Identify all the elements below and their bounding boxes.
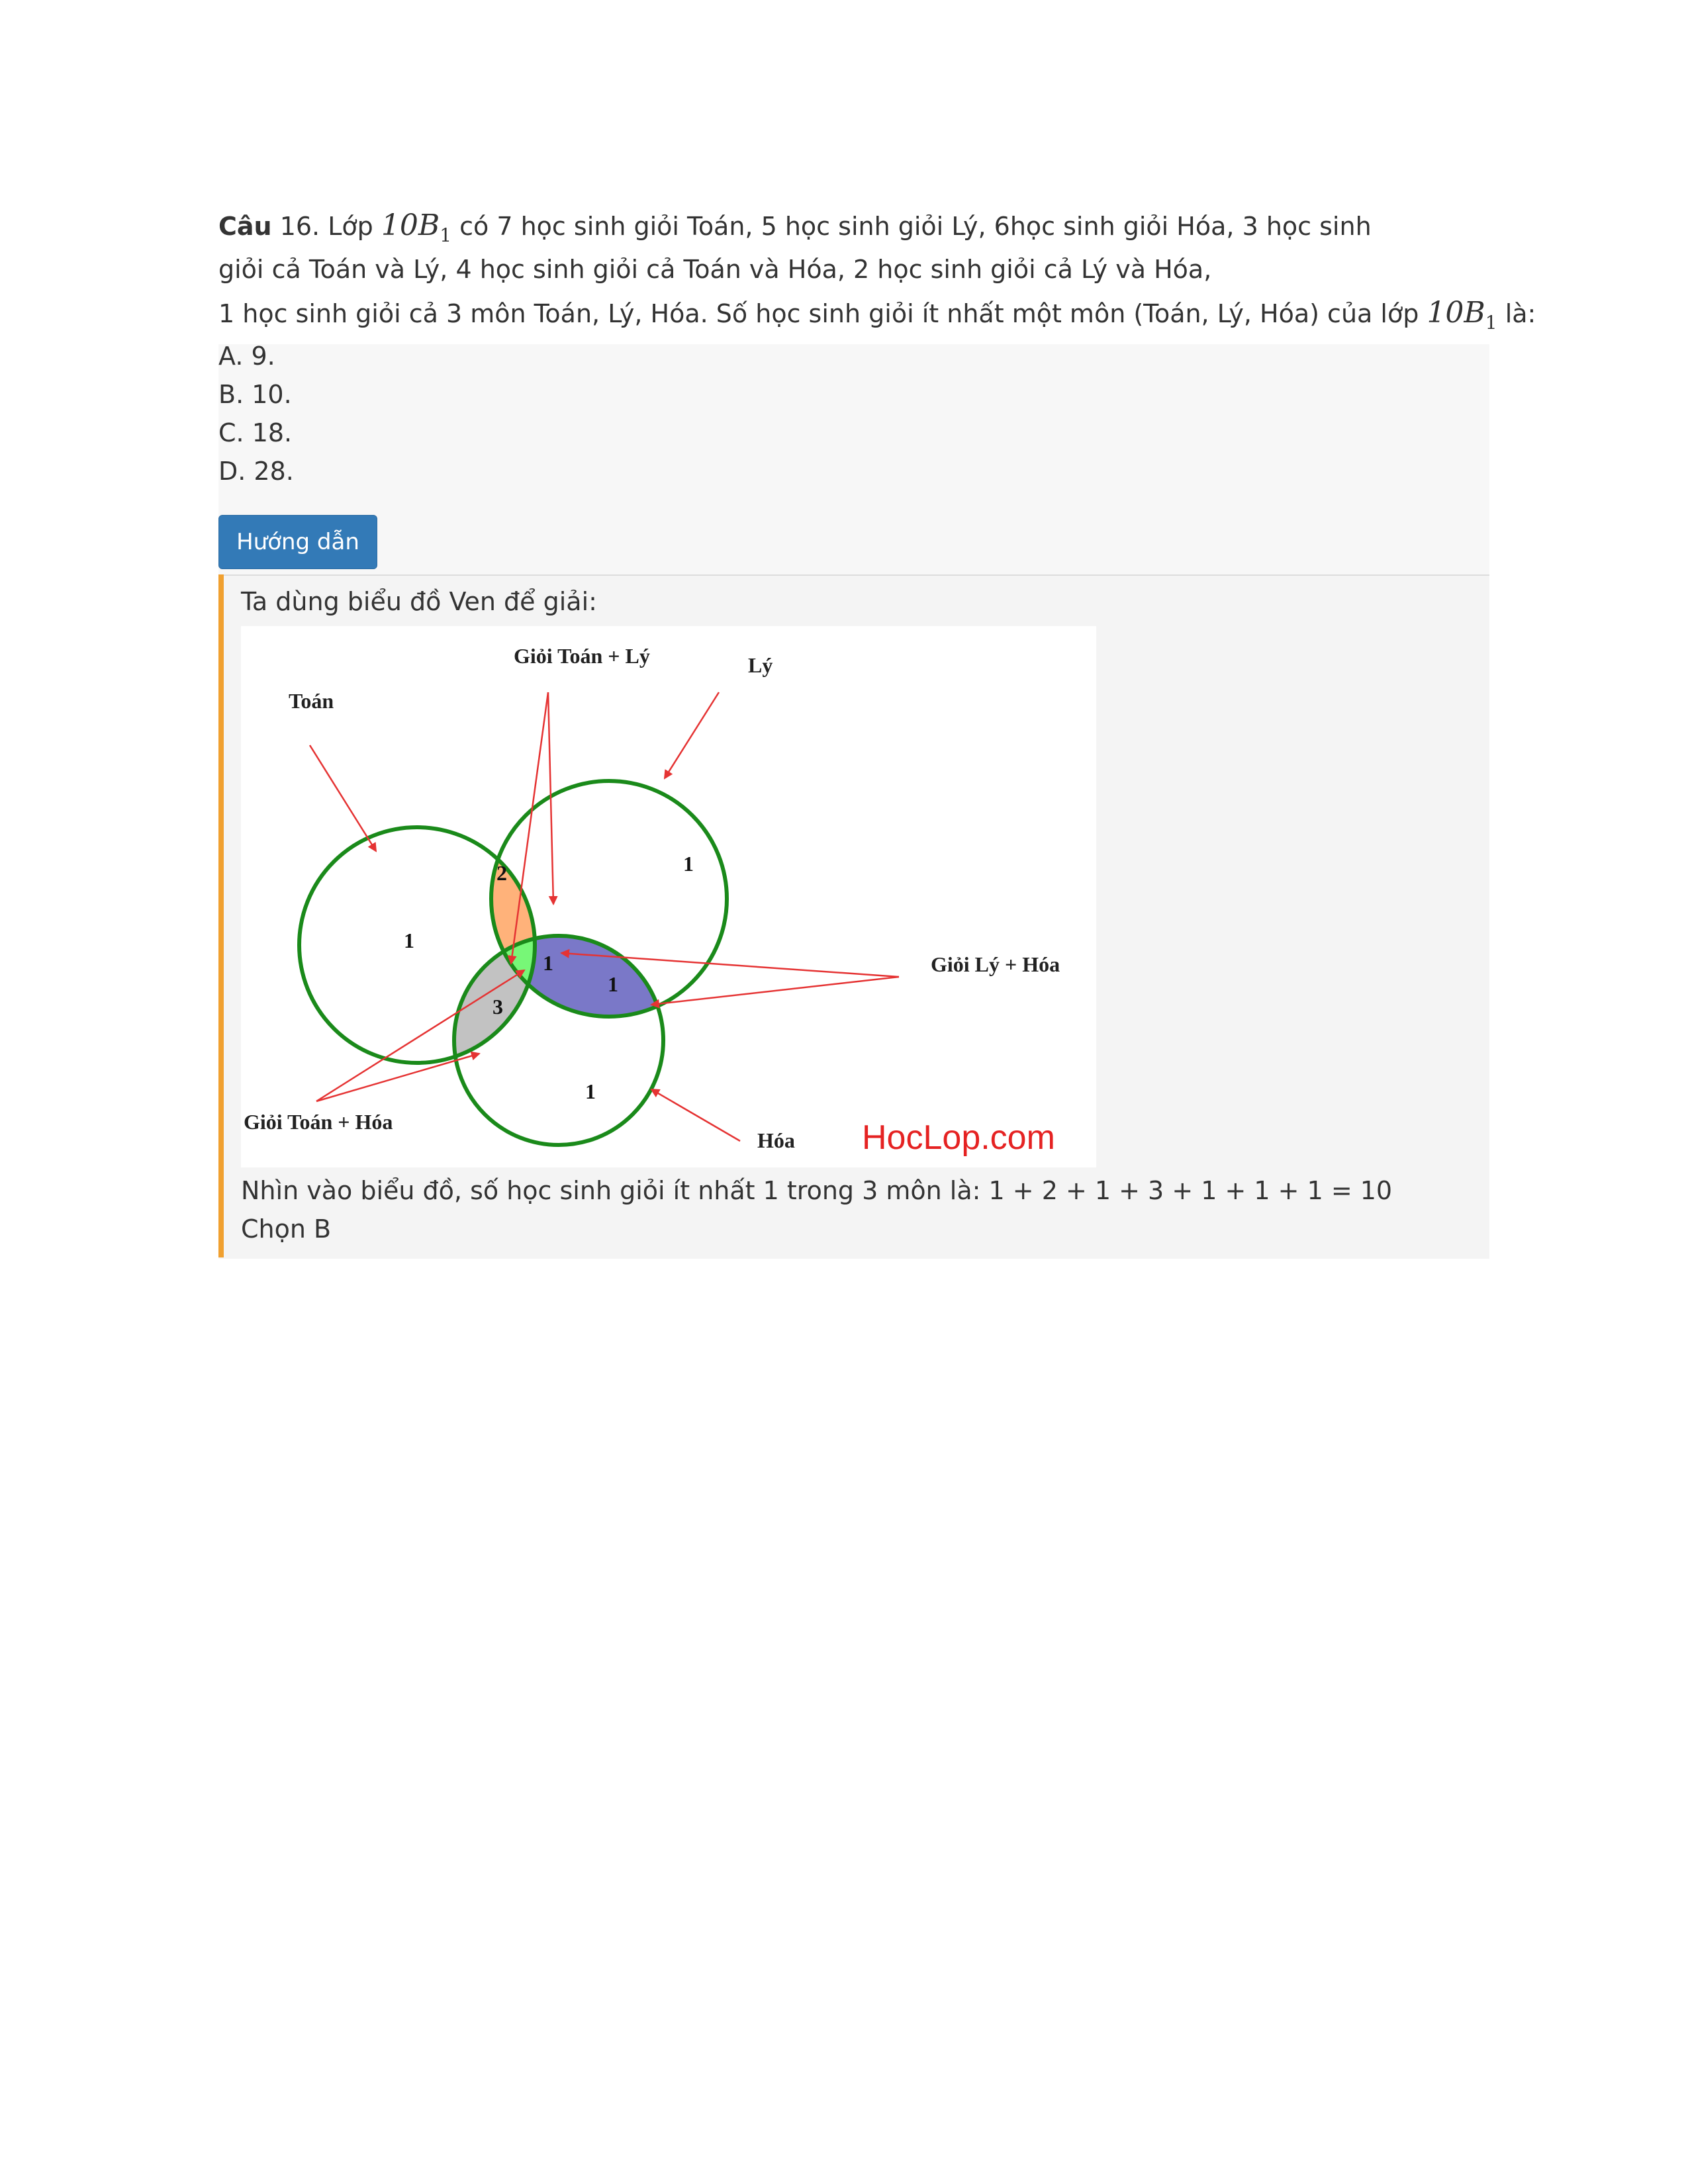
answer-b: B. 10.	[218, 380, 292, 409]
question-text-1b: có 7 học sinh giỏi Toán, 5 học sinh giỏi Lý, 6học sinh giỏi Hóa, 3 học sinh	[459, 212, 1372, 241]
num-ly-only: 1	[683, 852, 694, 876]
guide-intro: Ta dùng biểu đồ Ven để giải:	[241, 587, 597, 616]
question-line-3	[218, 298, 1536, 338]
class-name-math: $10B_1$	[381, 208, 452, 246]
arrow-toan	[310, 745, 376, 851]
answers-panel	[218, 344, 1489, 574]
num-all-three: 1	[543, 951, 553, 975]
question-text-1a: Lớp	[328, 212, 373, 241]
label-hoa: Hóa	[757, 1128, 795, 1152]
label-ly-hoa: Giỏi Lý + Hóa	[931, 952, 1060, 976]
answer-d: D. 28.	[218, 457, 294, 486]
num-toan-hoa: 3	[492, 995, 503, 1019]
arrow-ly	[665, 692, 719, 778]
question-line-2: giỏi cả Toán và Lý, 4 học sinh giỏi cả Toán và Hóa, 2 học sinh giỏi cả Lý và Hóa,	[218, 255, 1212, 284]
question-text-3a: 1 học sinh giỏi cả 3 môn Toán, Lý, Hóa. Số học sinh giỏi ít nhất một môn (Toán, Lý, Hóa) của lớp	[218, 299, 1419, 328]
label-toan-hoa: Giỏi Toán + Hóa	[244, 1110, 393, 1134]
label-toan: Toán	[289, 689, 334, 713]
label-ly: Lý	[748, 653, 773, 677]
num-toan-ly: 2	[496, 861, 507, 885]
guide-conclusion: Nhìn vào biểu đồ, số học sinh giỏi ít nhất 1 trong 3 môn là: 1 + 2 + 1 + 3 + 1 + 1 + 1 = 10	[241, 1176, 1393, 1205]
answer-a: A. 9.	[218, 341, 275, 371]
answer-c: C. 18.	[218, 418, 293, 447]
watermark: HocLop.com	[862, 1118, 1055, 1157]
question-number: 16.	[279, 212, 320, 241]
question-label: Câu	[218, 212, 272, 241]
question-text-3b: là:	[1505, 299, 1536, 328]
label-toan-ly: Giỏi Toán + Lý	[514, 644, 650, 668]
arrow-hoa	[651, 1089, 740, 1141]
question-line-1	[218, 210, 1372, 251]
guide-button[interactable]: Hướng dẫn	[218, 515, 377, 569]
venn-diagram	[241, 626, 1096, 1167]
num-hoa-only: 1	[585, 1079, 596, 1103]
num-toan-only: 1	[404, 929, 414, 952]
guide-choice: Chọn B	[241, 1214, 332, 1244]
class-name-math-2: $10B_1$	[1427, 296, 1497, 334]
guide-accent-bar	[218, 574, 224, 1257]
arrow-ly-hoa-2	[651, 977, 899, 1005]
venn-svg	[241, 626, 1096, 1167]
num-ly-hoa: 1	[608, 972, 618, 996]
